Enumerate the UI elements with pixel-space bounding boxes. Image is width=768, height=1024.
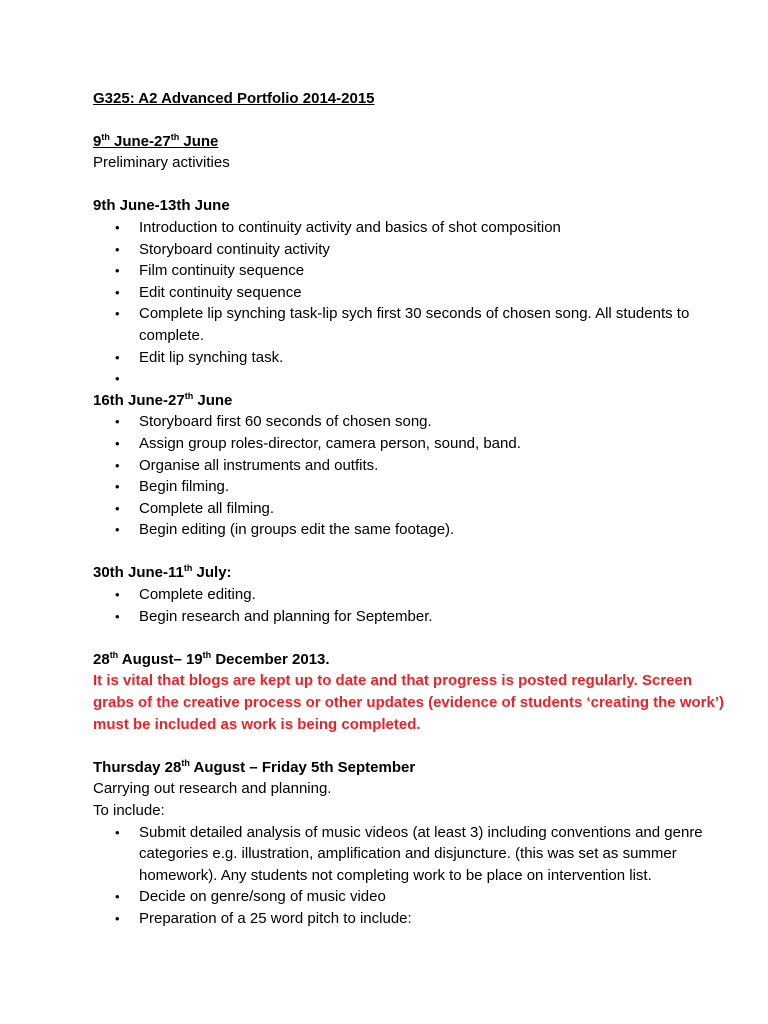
section-heading-term — [93, 649, 733, 671]
list-item — [93, 217, 733, 239]
bullet-list — [93, 822, 733, 930]
heading-text: June — [193, 391, 233, 409]
list-item — [93, 347, 733, 369]
bullet-icon: • — [115, 522, 120, 538]
list-item — [93, 303, 733, 346]
section-heading-week2 — [93, 390, 733, 412]
heading-text: June-27 — [109, 132, 171, 150]
list-item — [93, 433, 733, 455]
section-heading-week1: 9th June-13th June — [93, 197, 230, 215]
section-heading-research — [93, 757, 733, 779]
list-item-text: Assign group roles-director, camera person, sound, band. — [139, 434, 521, 452]
superscript: th — [183, 563, 193, 574]
list-item — [93, 584, 733, 606]
list-item — [93, 260, 733, 282]
superscript: th — [170, 131, 180, 142]
list-item-text: Storyboard continuity activity — [139, 240, 330, 258]
list-item-text: Introduction to continuity activity and basics of shot composition — [139, 218, 561, 236]
bullet-icon: • — [115, 284, 120, 300]
superscript: th — [202, 649, 212, 660]
bullet-icon: • — [115, 479, 120, 495]
bullet-icon: • — [115, 824, 120, 840]
bullet-list — [93, 584, 733, 627]
heading-text: July: — [192, 564, 232, 582]
superscript: th — [181, 757, 190, 768]
list-item — [93, 476, 733, 498]
superscript: th — [184, 390, 194, 401]
warning-text: It is vital that blogs are kept up to date and that progress is posted regularly. Screen grabs of the creative process or other updates (evidence of students ‘creating the work’) must be included as work is being completed. — [93, 672, 724, 733]
heading-text: 9 — [93, 132, 102, 150]
list-item-text: Decide on genre/song of music video — [139, 888, 386, 906]
heading-text: 16th June-27 — [93, 391, 185, 409]
bullet-list — [93, 217, 733, 390]
list-item — [93, 455, 733, 477]
list-item-text: Begin research and planning for September. — [139, 607, 433, 625]
list-item — [93, 282, 733, 304]
list-item-text: Film continuity sequence — [139, 262, 305, 280]
list-item-text: Begin editing (in groups edit the same footage). — [139, 521, 455, 539]
bullet-icon: • — [115, 349, 120, 365]
bullet-icon: • — [115, 889, 120, 905]
bullet-icon: • — [115, 500, 120, 516]
bullet-icon: • — [115, 371, 120, 387]
superscript: th — [109, 649, 119, 660]
bullet-icon: • — [115, 457, 120, 473]
list-item — [93, 411, 733, 433]
list-item-text: Organise all instruments and outfits. — [139, 456, 379, 474]
spacer — [93, 541, 733, 563]
bullet-icon: • — [115, 910, 120, 926]
document-title: G325: A2 Advanced Portfolio 2014-2015 — [93, 90, 375, 107]
section-heading-preliminary — [93, 131, 733, 153]
spacer — [93, 735, 733, 757]
heading-text: August– 19 — [118, 650, 203, 668]
section-text: Carrying out research and planning. — [93, 780, 332, 798]
list-item — [93, 908, 733, 930]
heading-text: June — [179, 132, 219, 150]
list-item-text: Submit detailed analysis of music videos (at least 3) including conventions and genre categories e.g. illustration, amplification and disjuncture. (this was set as summer homework). Any students not completing work to be place on intervention list. — [139, 823, 703, 884]
bullet-icon: • — [115, 414, 120, 430]
list-item — [93, 498, 733, 520]
list-item-text: Complete all filming. — [139, 499, 275, 517]
document-page — [93, 88, 733, 930]
list-item-text: Storyboard first 60 seconds of chosen song. — [139, 413, 432, 431]
list-item-text: Complete lip synching task-lip sych first 30 seconds of chosen song. All students to complete. — [139, 305, 690, 344]
bullet-icon: • — [115, 241, 120, 257]
list-item-text: Complete editing. — [139, 586, 256, 604]
list-item-text: Edit lip synching task. — [139, 348, 284, 366]
list-item — [93, 822, 733, 887]
list-item-empty — [93, 368, 733, 390]
heading-text: 30th June-11 — [93, 564, 184, 582]
bullet-icon: • — [115, 306, 120, 322]
list-item-text: Preparation of a 25 word pitch to include: — [139, 909, 412, 927]
list-item — [93, 519, 733, 541]
list-item-text: Begin filming. — [139, 478, 230, 496]
list-item — [93, 606, 733, 628]
superscript: th — [101, 131, 110, 142]
list-item-text: Edit continuity sequence — [139, 283, 302, 301]
list-item — [93, 886, 733, 908]
bullet-icon: • — [115, 219, 120, 235]
section-text: Preliminary activities — [93, 154, 230, 172]
bullet-icon: • — [115, 587, 120, 603]
heading-text: August – Friday 5th September — [189, 758, 416, 776]
spacer — [93, 627, 733, 649]
section-heading-week3 — [93, 562, 733, 584]
bullet-icon: • — [115, 435, 120, 451]
list-item — [93, 239, 733, 261]
bullet-icon: • — [115, 263, 120, 279]
heading-text: 28 — [93, 650, 110, 668]
section-text: To include: — [93, 802, 165, 819]
heading-text: December 2013. — [211, 650, 330, 668]
heading-text: Thursday 28 — [93, 758, 182, 776]
spacer — [93, 174, 733, 196]
bullet-icon: • — [115, 608, 120, 624]
bullet-list — [93, 411, 733, 541]
